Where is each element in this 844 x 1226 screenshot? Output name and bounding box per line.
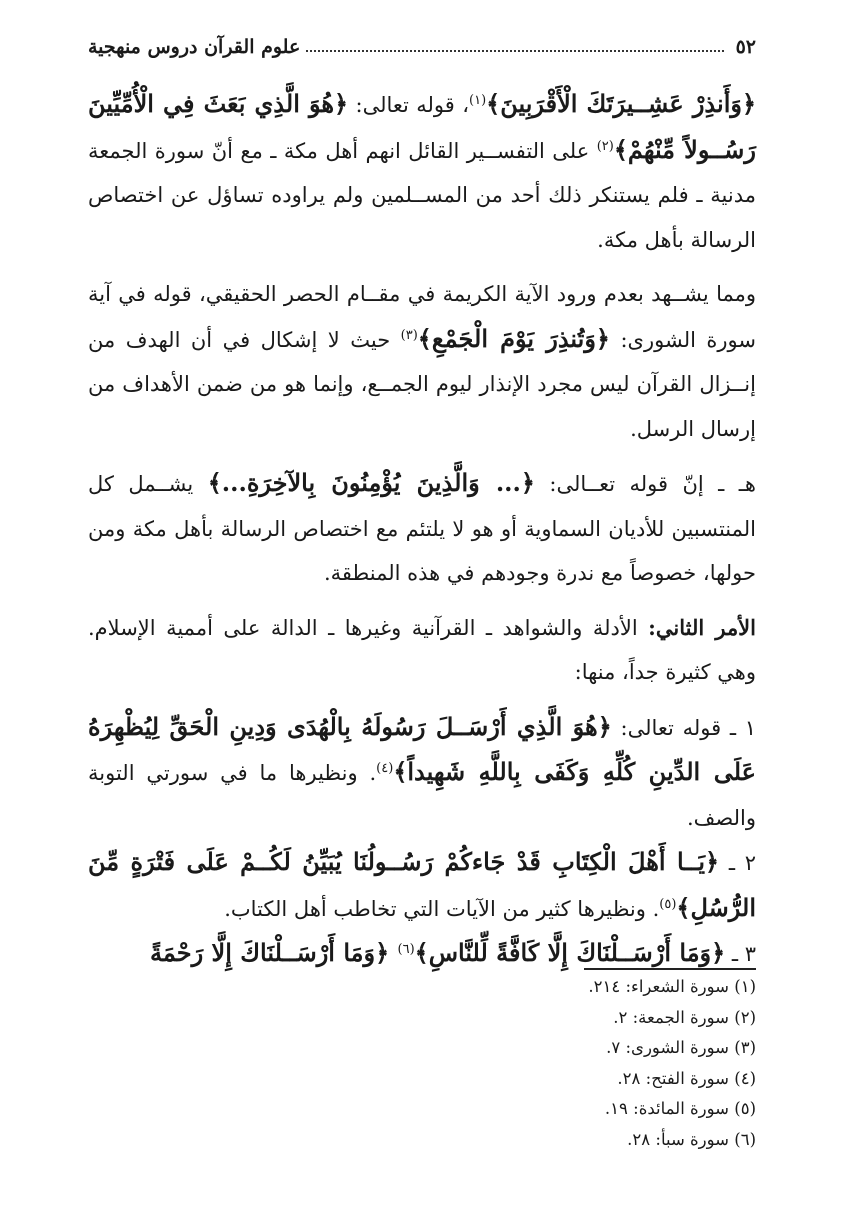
- footnote: (٢) سورة الجمعة: ٢.: [613, 1007, 756, 1027]
- book-title: علوم القرآن دروس منهجية: [88, 36, 301, 58]
- quran-verse: ﴿... وَالَّذِينَ يُؤْمِنُونَ بِالآخِرَةِ...﴾: [207, 468, 535, 497]
- page-number: ٥٢: [735, 36, 756, 58]
- footnote-ref: (١): [469, 93, 487, 108]
- paragraph-2: [88, 272, 756, 451]
- footnote: (١) سورة الشعراء: ٢١٤.: [588, 977, 756, 996]
- paragraph-text: ، قوله تعالى:: [348, 93, 469, 117]
- paragraph-text: . ونظيرها كثير من الآيات التي تخاطب أهل الكتاب.: [224, 896, 660, 921]
- quran-verse: ﴿وَمَا أَرْسَــلْنَاكَ إِلَّا رَحْمَةً: [150, 938, 398, 967]
- paragraph-text: يشــمل كل المنتسبين للأديان السماوية أو هو لا يلتئم مع اختصاص الرسالة بأهل مكة ومن حولها، خصوصاً مع ندرة وجودهم في هذه المنطقة.: [88, 472, 756, 585]
- footnote: (٤) سورة الفتح: ٢٨.: [617, 1068, 756, 1088]
- quran-verse: ﴿يَــا أَهْلَ الْكِتَابِ قَدْ جَاءكُمْ رَسُــولُنَا يُبَيِّنُ لَكُــمْ عَلَى فَتْرَةٍ مِّنَ الرُّسُلِ﴾: [88, 847, 756, 922]
- quran-verse: ﴿وَتُنذِرَ يَوْمَ الْجَمْعِ﴾: [417, 323, 610, 353]
- footnote-ref: (٥): [659, 896, 677, 912]
- quran-verse: ﴿هُوَ الَّذِي أَرْسَــلَ رَسُولَهُ بِالْهُدَى وَدِينِ الْحَقِّ لِيُظْهِرَهُ عَلَى الدِّينِ كُلِّهِ وَكَفَى بِاللَّهِ شَهِيداً﴾: [88, 711, 756, 786]
- footnote-ref: (٢): [596, 138, 614, 154]
- footnote-separator: [584, 968, 756, 970]
- paragraph-text: ٣ ـ: [725, 942, 756, 966]
- paragraph-text: حيث لا إشكال في أن الهدف من إنــزال القرآن ليس مجرد الإنذار ليوم الجمــع، وإنما هو من ضمن الأهداف من إرسال الرسل.: [88, 327, 756, 441]
- paragraph-text: الأدلة والشواهد ـ القرآنية وغيرها ـ الدالة على أممية الإسلام. وهي كثيرة جداً، منها:: [88, 615, 756, 684]
- footnote-ref: (٤): [376, 761, 394, 776]
- header-dot-leader: [306, 50, 723, 52]
- paragraph-text: ومما يشــهد بعدم ورود الآية الكريمة في مقــام الحصر الحقيقي، قوله في آية سورة الشورى:: [88, 282, 756, 352]
- paragraph-text: هـ ـ إنّ قوله تعــالى:: [534, 472, 756, 496]
- running-header: [88, 30, 756, 64]
- main-text: [88, 82, 756, 987]
- section-lead: الأمر الثاني:: [648, 614, 756, 640]
- quran-verse: ﴿هُوَ الَّذِي بَعَثَ فِي الْأُمِّيِّينَ رَسُــولاً مِّنْهُمْ﴾: [88, 89, 756, 164]
- quran-verse: ﴿وَأَنذِرْ عَشِــيرَتَكَ الْأَقْرَبِينَ﴾: [486, 89, 757, 118]
- footnote-ref: (٣): [400, 327, 418, 343]
- paragraph-3: [88, 461, 756, 596]
- footnote: (٦) سورة سبأ: ٢٨.: [627, 1129, 756, 1149]
- paragraph-text: ١ ـ قوله تعالى:: [611, 715, 757, 740]
- footnote: (٣) سورة الشورى: ٧.: [606, 1038, 756, 1057]
- paragraph-1: [88, 82, 756, 262]
- footnote: (٥) سورة المائدة: ١٩.: [604, 1099, 756, 1118]
- paragraph-text: على التفســير القائل انهم أهل مكة ـ مع أنّ سورة الجمعة مدنية ـ فلم يستنكر ذلك أحد من المســلمين ولم يراوده تساؤل عن اختصاص الرسالة بأهل مكة.: [88, 138, 756, 252]
- footnotes: [156, 972, 756, 1155]
- paragraph-6: [88, 840, 756, 931]
- paragraph-5: [88, 705, 756, 841]
- paragraph-4: [88, 606, 756, 695]
- footnote-ref: (٦): [397, 942, 415, 957]
- paragraph-text: . ونظيرها ما في سورتي التوبة والصف.: [88, 761, 756, 830]
- paragraph-text: ٢ ـ: [719, 851, 756, 875]
- quran-verse: ﴿وَمَا أَرْسَــلْنَاكَ إِلَّا كَافَّةً لِّلنَّاسِ﴾: [414, 938, 726, 967]
